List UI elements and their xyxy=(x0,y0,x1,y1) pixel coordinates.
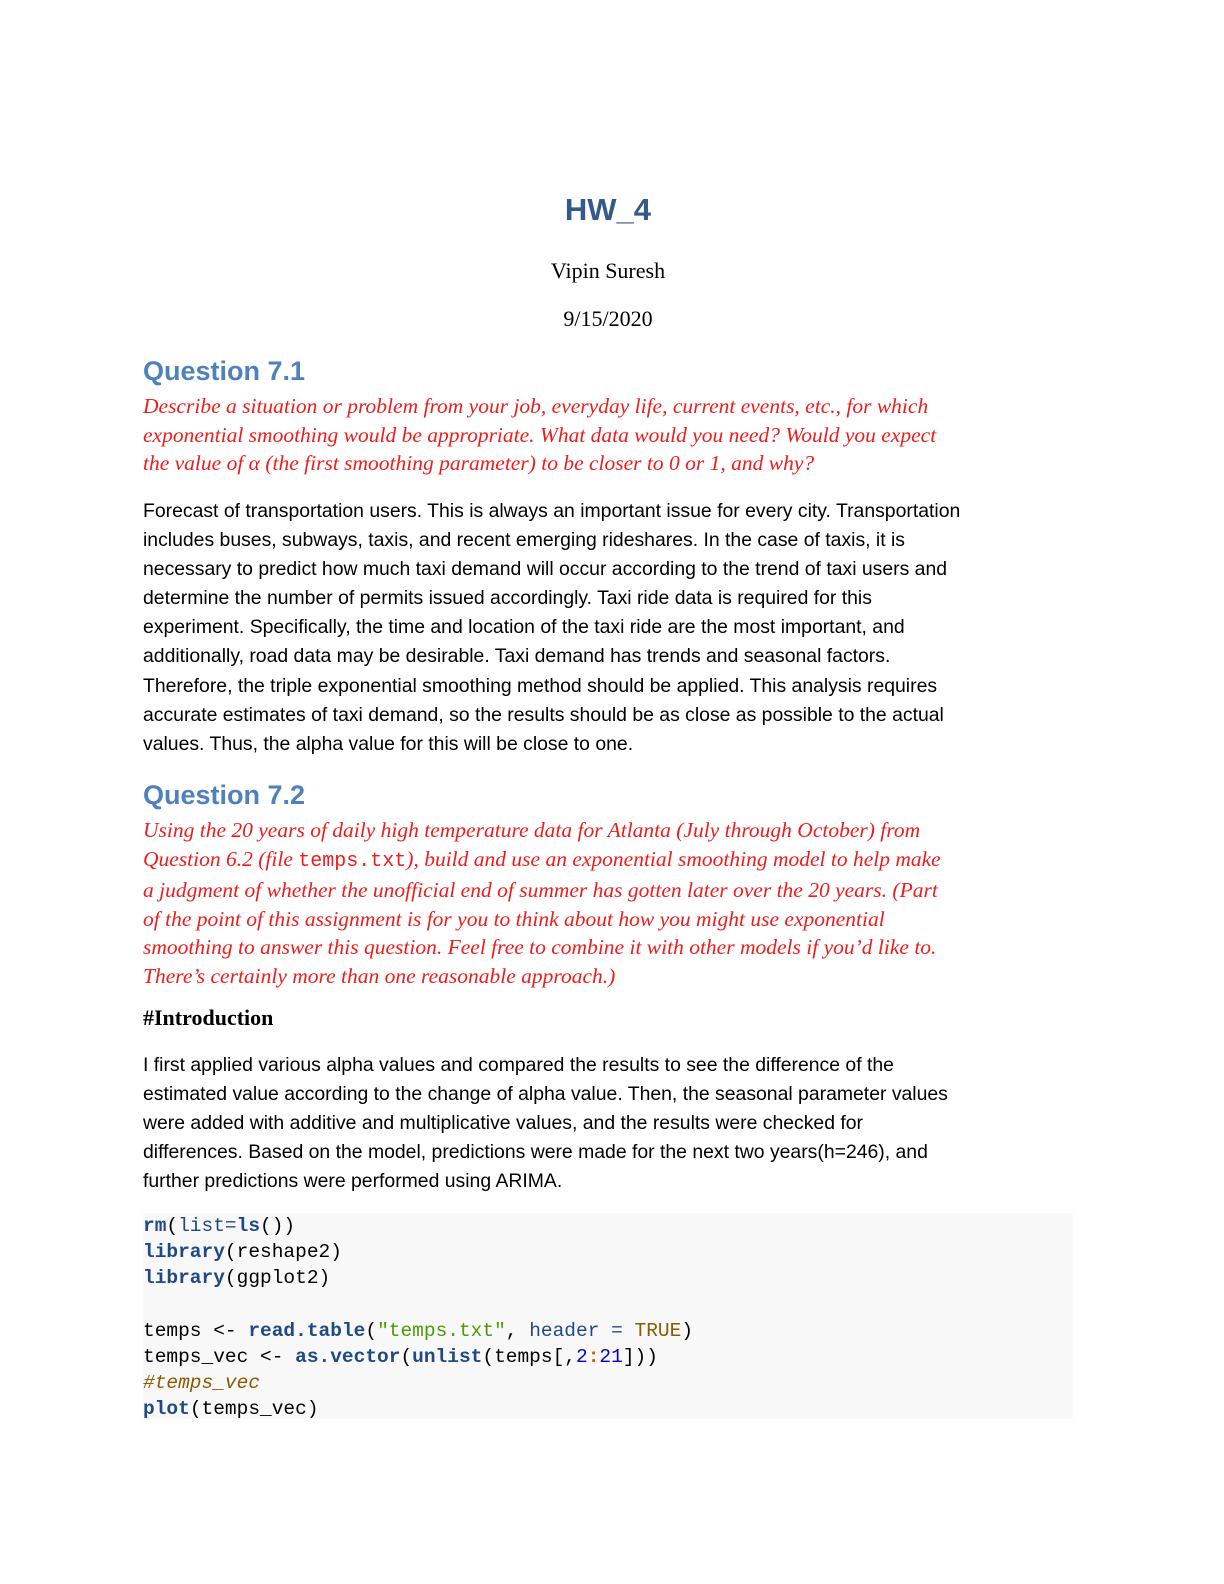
code-function: rm xyxy=(143,1215,167,1237)
question-7-1-heading: Question 7.1 xyxy=(143,356,306,386)
answer-line: includes buses, subways, taxis, and recent emerging rideshares. In the case of taxis, it is xyxy=(143,529,906,552)
file-name: temps.txt xyxy=(298,849,407,873)
code-text: ) xyxy=(681,1319,694,1342)
code-comment: #temps_vec xyxy=(143,1372,261,1395)
code-function: plot xyxy=(143,1398,190,1421)
question-7-2-prompt xyxy=(143,816,1073,991)
question-7-1-answer xyxy=(143,497,1073,759)
prompt-line xyxy=(143,845,1073,877)
code-function: read.table xyxy=(248,1319,366,1342)
code-block xyxy=(143,1213,1073,1419)
code-operator: : xyxy=(587,1345,600,1368)
code-function: ls xyxy=(236,1215,261,1237)
answer-line: necessary to predict how much taxi demand will occur according to the trend of taxi users and xyxy=(143,558,948,581)
introduction-heading: #Introduction xyxy=(143,1005,274,1030)
prompt-line: Describe a situation or problem from your job, everyday life, current events, etc., for which xyxy=(143,394,929,418)
code-blank-line xyxy=(143,1292,1073,1318)
code-line xyxy=(143,1344,1073,1370)
prompt-line: Using the 20 years of daily high temperature data for Atlanta (July through October) from xyxy=(143,818,921,842)
intro-line: further predictions were performed using ARIMA. xyxy=(143,1170,563,1193)
answer-line: accurate estimates of taxi demand, so the results should be as close as possible to the actual xyxy=(143,703,944,726)
code-text: ( xyxy=(365,1319,378,1342)
author-name: Vipin Suresh xyxy=(550,258,666,283)
prompt-line: of the point of this assignment is for you to think about how you might use exponential xyxy=(143,906,885,931)
code-function: unlist xyxy=(412,1345,483,1368)
code-text: ( xyxy=(166,1215,179,1237)
code-line xyxy=(143,1213,1073,1239)
answer-line: values. Thus, the alpha value for this will be close to one. xyxy=(143,732,634,755)
document-title: HW_4 xyxy=(564,192,652,227)
answer-line: Forecast of transportation users. This is always an important issue for every city. Transportation xyxy=(143,500,961,522)
prompt-line: the value of α (the first smoothing parameter) to be closer to 0 or 1, and why? xyxy=(143,451,815,476)
code-line xyxy=(143,1265,1073,1291)
question-7-1-prompt xyxy=(143,392,1073,478)
prompt-text: Question 6.2 (file xyxy=(143,846,299,871)
code-text: ( xyxy=(400,1345,413,1368)
intro-line: estimated value according to the change of alpha value. Then, the seasonal parameter values xyxy=(143,1083,948,1106)
code-line xyxy=(143,1318,1073,1344)
code-function: library xyxy=(143,1241,225,1264)
code-number: 21 xyxy=(599,1345,623,1368)
intro-line: were added with additive and multiplicative values, and the results were checked for xyxy=(143,1112,864,1135)
answer-line: additionally, road data may be desirable. Taxi demand has trends and seasonal factors. xyxy=(143,645,891,668)
question-7-2-heading: Question 7.2 xyxy=(143,780,306,810)
prompt-text: ), build and use an exponential smoothing model to help make xyxy=(406,846,941,871)
code-line xyxy=(143,1396,1073,1422)
code-argument: header xyxy=(529,1319,600,1342)
intro-line: differences. Based on the model, predictions were made for the next two years(h=246), and xyxy=(143,1141,928,1164)
code-text: ])) xyxy=(622,1345,658,1368)
prompt-line: a judgment of whether the unofficial end of summer has gotten later over the 20 years. (Part xyxy=(143,878,938,903)
code-text: , xyxy=(505,1319,530,1342)
code-function: library xyxy=(143,1267,225,1290)
code-text: ()) xyxy=(260,1215,296,1237)
code-text: temps_vec <- xyxy=(143,1345,296,1368)
answer-line: determine the number of permits issued accordingly. Taxi ride data is required for this xyxy=(143,587,872,610)
code-text: temps <- xyxy=(143,1319,249,1342)
code-argument: list= xyxy=(178,1215,237,1237)
code-text: (ggplot2) xyxy=(224,1267,331,1290)
answer-line: Therefore, the triple exponential smoothing method should be applied. This analysis requires xyxy=(143,674,938,697)
code-text: (temps_vec) xyxy=(189,1398,319,1421)
code-line xyxy=(143,1370,1073,1396)
code-text: (reshape2) xyxy=(224,1241,342,1264)
intro-line: I first applied various alpha values and compared the results to see the difference of the xyxy=(143,1054,894,1076)
code-line xyxy=(143,1239,1073,1265)
code-function: as.vector xyxy=(295,1345,401,1368)
document-date: 9/15/2020 xyxy=(563,306,653,331)
prompt-line: There’s certainly more than one reasonable approach.) xyxy=(143,963,616,988)
prompt-line: exponential smoothing would be appropriate. What data would you need? Would you expect xyxy=(143,422,937,447)
answer-line: experiment. Specifically, the time and location of the taxi ride are the most important, and xyxy=(143,616,905,639)
code-operator: = xyxy=(599,1319,635,1342)
code-string: "temps.txt" xyxy=(377,1319,506,1342)
code-constant: TRUE xyxy=(634,1319,682,1342)
prompt-line: smoothing to answer this question. Feel free to combine it with other models if you’d like to. xyxy=(143,935,937,960)
introduction-paragraph xyxy=(143,1051,1073,1196)
code-text: (temps[, xyxy=(482,1345,576,1368)
code-number: 2 xyxy=(576,1345,588,1368)
